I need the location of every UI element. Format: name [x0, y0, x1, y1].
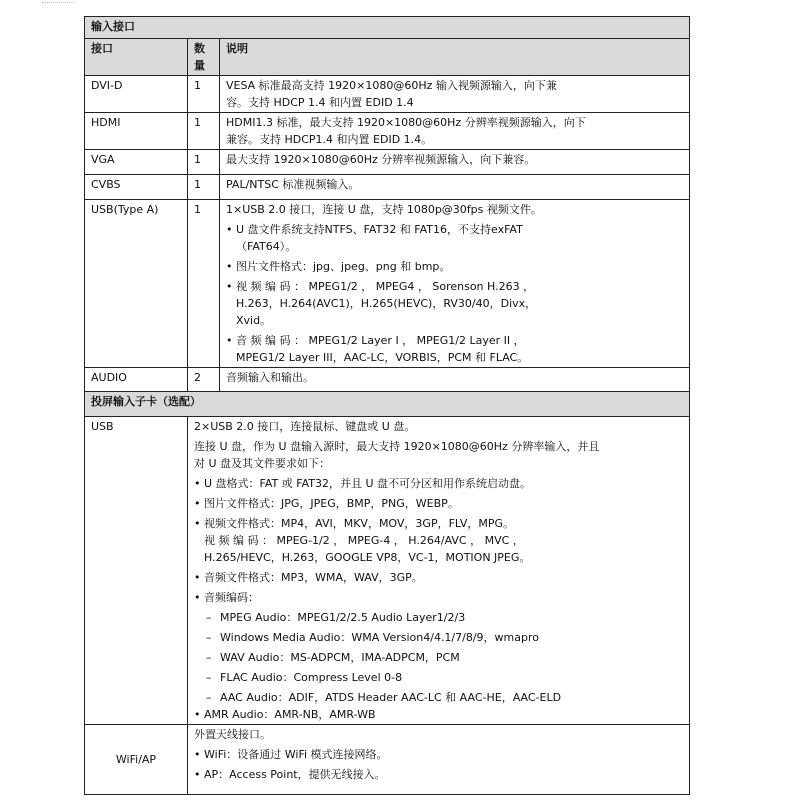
desc-line: HDMI1.3 标准，最大支持 1920×1080@60Hz 分辨率视频源输入，向下	[226, 116, 586, 129]
section-title-input: 输入接口	[85, 17, 690, 39]
port-name: DVI-D	[85, 76, 188, 113]
bullet-item: • WiFi：设备通过 WiFi 模式连接网络。	[194, 746, 683, 763]
col-header-qty: 数量	[188, 39, 220, 76]
dash-item: – AAC Audio：ADIF，ATDS Header AAC-LC 和 AAC-HE，AAC-ELD	[194, 689, 683, 706]
bullet-item: • 音频文件格式：MP3，WMA，WAV，3GP。	[194, 569, 683, 586]
table-row-hdmi	[85, 113, 690, 150]
port-desc	[188, 417, 690, 725]
table-row-wifi	[85, 725, 690, 795]
desc-line: 1×USB 2.0 接口，连接 U 盘，支持 1080p@30fps 视频文件。	[226, 203, 542, 216]
port-desc	[220, 76, 690, 113]
desc-line: 音频输入和输出。	[226, 371, 314, 384]
bullet-item: • AMR Audio：AMR-NB，AMR-WB	[194, 706, 683, 723]
bullet-continuation: H.263，H.264(AVC1)，H.265(HEVC)，RV30/40，Divx，	[236, 297, 537, 310]
port-desc	[220, 113, 690, 150]
section-header-input	[85, 17, 690, 39]
desc-line: 连接 U 盘，作为 U 盘输入源时，最大支持 1920×1080@60Hz 分辨率输入，并且	[194, 440, 600, 453]
desc-line: 兼容。支持 HDCP1.4 和内置 EDID 1.4。	[226, 133, 433, 146]
port-name: CVBS	[85, 175, 188, 200]
desc-line: 外置天线接口。	[194, 728, 271, 741]
table-row-audio	[85, 368, 690, 392]
port-qty: 1	[188, 150, 220, 175]
bullet-item: • 音频编码：	[194, 589, 683, 606]
table-row-cvbs	[85, 175, 690, 200]
bullet-item: • U 盘格式：FAT 或 FAT32，并且 U 盘不可分区和用作系统启动盘。	[194, 475, 683, 492]
desc-line: PAL/NTSC 标准视频输入。	[226, 178, 360, 191]
port-desc	[220, 368, 690, 392]
desc-line: VESA 标准最高支持 1920×1080@60Hz 输入视频源输入，向下兼	[226, 79, 557, 92]
interface-spec-table	[84, 16, 690, 795]
bullet-continuation: H.265/HEVC，H.263，GOOGLE VP8，VC-1，MOTION JPEG。	[204, 551, 531, 564]
dash-item: – MPEG Audio：MPEG1/2/2.5 Audio Layer1/2/3	[194, 609, 683, 626]
dash-item: – Windows Media Audio：WMA Version4/4.1/7/8/9，wmapro	[194, 629, 683, 646]
port-desc	[188, 725, 690, 795]
port-name: VGA	[85, 150, 188, 175]
section-title-card: 投屏输入子卡（选配）	[85, 392, 690, 417]
bullet-item: • 视 频 编 码 ： MPEG1/2 ， MPEG4 ， Sorenson H.263 ，	[226, 278, 683, 295]
bullet-item: • U 盘文件系统支持NTFS、FAT32 和 FAT16，不支持exFAT	[226, 221, 683, 238]
dash-item: – FLAC Audio：Compress Level 0-8	[194, 669, 683, 686]
table-row-usb-type-a	[85, 200, 690, 368]
port-name: AUDIO	[85, 368, 188, 392]
desc-line: 2×USB 2.0 接口，连接鼠标、键盘或 U 盘。	[194, 420, 416, 433]
port-qty: 1	[188, 113, 220, 150]
col-header-desc: 说明	[220, 39, 690, 76]
dash-item: – WAV Audio：MS-ADPCM，IMA-ADPCM，PCM	[194, 649, 683, 666]
bullet-item: • 视频文件格式：MP4，AVI，MKV，MOV，3GP，FLV，MPG。	[194, 515, 683, 532]
port-desc	[220, 200, 690, 368]
port-desc	[220, 150, 690, 175]
port-qty: 2	[188, 368, 220, 392]
table-row-usb	[85, 417, 690, 725]
port-name: WiFi/AP	[85, 725, 188, 795]
column-header-row	[85, 39, 690, 76]
desc-line: 对 U 盘及其文件要求如下：	[194, 457, 331, 470]
port-desc	[220, 175, 690, 200]
bullet-continuation: （FAT64）。	[236, 240, 297, 253]
port-name: HDMI	[85, 113, 188, 150]
spec-document	[84, 16, 690, 796]
bullet-item: • AP：Access Point，提供无线接入。	[194, 766, 683, 783]
bullet-continuation: 视 频 编 码 ： MPEG-1/2 ， MPEG-4 ， H.264/AVC ， MVC ，	[204, 534, 524, 547]
table-row-vga	[85, 150, 690, 175]
port-qty: 1	[188, 76, 220, 113]
col-header-port: 接口	[85, 39, 188, 76]
desc-line: 容。支持 HDCP 1.4 和内置 EDID 1.4	[226, 96, 414, 109]
port-name: USB	[85, 417, 188, 725]
bullet-item: • 音 频 编 码 ： MPEG1/2 Layer I ， MPEG1/2 Layer II ，	[226, 332, 683, 349]
bullet-continuation: Xvid。	[236, 314, 272, 327]
scan-mark	[42, 2, 74, 7]
port-qty: 1	[188, 200, 220, 368]
port-qty: 1	[188, 175, 220, 200]
port-name: USB(Type A)	[85, 200, 188, 368]
bullet-item: • 图片文件格式：jpg、jpeg、png 和 bmp。	[226, 258, 683, 275]
bullet-item: • 图片文件格式：JPG，JPEG，BMP，PNG，WEBP。	[194, 495, 683, 512]
table-row-dvi	[85, 76, 690, 113]
bullet-continuation: MPEG1/2 Layer III，AAC-LC，VORBIS，PCM 和 FLAC。	[236, 351, 529, 364]
desc-line: 最大支持 1920×1080@60Hz 分辨率视频源输入，向下兼容。	[226, 153, 536, 166]
section-header-card	[85, 392, 690, 417]
